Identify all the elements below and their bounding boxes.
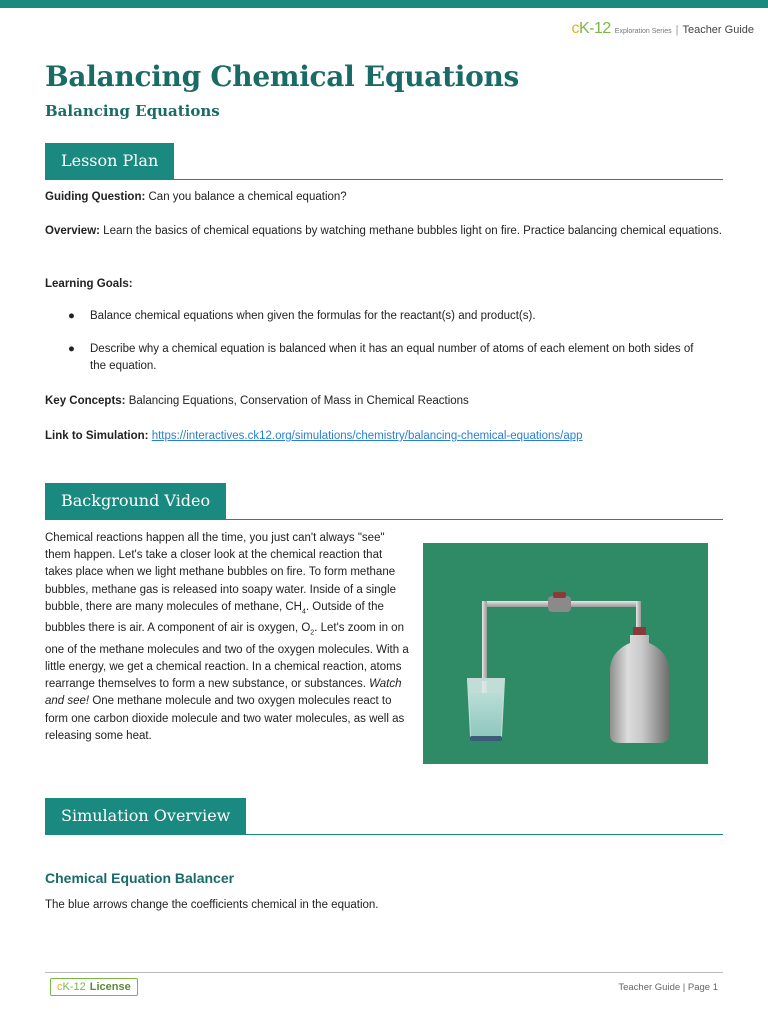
simulation-link[interactable]: https://interactives.ck12.org/simulations/chemistry/balancing-chemical-equations/app <box>151 430 583 442</box>
section-simulation-overview <box>45 798 723 835</box>
footer-divider <box>45 972 723 973</box>
header-separator: | <box>675 24 679 36</box>
ck12-logo: cK-12 <box>571 20 611 37</box>
page-title: Balancing Chemical Equations <box>45 60 519 93</box>
simulation-link-row <box>45 428 723 445</box>
overview <box>45 223 723 240</box>
guide-label: Teacher Guide <box>682 24 754 36</box>
simulation-illustration <box>423 543 708 764</box>
brand-header <box>571 20 754 38</box>
beaker <box>467 678 505 741</box>
page-number: Teacher Guide | Page 1 <box>618 982 718 993</box>
equation-balancer-text: The blue arrows change the coefficients chemical in the equation. <box>45 899 379 911</box>
goal-item <box>68 308 708 325</box>
series-label: Exploration Series <box>614 28 672 35</box>
background-paragraph: Chemical reactions happen all the time, you just can't always "see" them happen. Let's take a closer look at the chemical reaction that takes place when we light methane bubbles on fire. To form methane bubbles, methane gas is released into soapy water. Inside of a single bubble, there are many molecules of methane, $CH_4$. Outside of the bubbles there is air. A component of air is oxygen, $O_2$. Let's zoom in on one of the methane molecules and two of the oxygen molecules. With a little energy, we get a chemical reaction. In a chemical reaction, atoms rearrange themselves to form a new substance, or substances. Watch and see! One methane molecule and two oxygen molecules react to form one carbon dioxide molecule and two water molecules, as well as releasing some heat. <box>45 532 409 742</box>
methane-tank <box>610 627 669 743</box>
overview-text: Learn the basics of chemical equations by watching methane bubbles light on fire. Practice balancing chemical equations. <box>99 225 722 237</box>
goal-item <box>68 341 708 375</box>
top-accent-bar <box>0 0 768 8</box>
ck12-license-badge[interactable]: c K -12 License <box>50 978 138 996</box>
bullet-icon: ● <box>68 343 75 355</box>
guiding-text: Can you balance a chemical equation? <box>145 191 347 203</box>
goal-text: Balance chemical equations when given the formulas for the reactant(s) and product(s). <box>90 310 536 322</box>
section-heading: Background Video <box>45 483 226 519</box>
key-text: Balancing Equations, Conservation of Mass in Chemical Reactions <box>125 395 469 407</box>
guiding-question <box>45 189 723 206</box>
section-background-video <box>45 483 723 520</box>
learning-goals-label: Learning Goals: <box>45 278 133 290</box>
section-lesson-plan <box>45 143 723 180</box>
key-label: Key Concepts: <box>45 395 126 407</box>
section-heading: Simulation Overview <box>45 798 246 834</box>
bullet-icon: ● <box>68 310 75 322</box>
guiding-label: Guiding Question: <box>45 191 146 203</box>
goal-text: Describe why a chemical equation is balanced when it has an equal number of atoms of each element on both sides of the equation. <box>90 343 694 372</box>
overview-label: Overview: <box>45 225 100 237</box>
license-label: License <box>89 981 131 993</box>
valve-icon <box>548 592 571 612</box>
page-subtitle: Balancing Equations <box>45 102 220 120</box>
link-label: Link to Simulation: <box>45 430 149 442</box>
section-heading: Lesson Plan <box>45 143 174 179</box>
equation-balancer-heading: Chemical Equation Balancer <box>45 870 235 886</box>
key-concepts <box>45 393 723 410</box>
